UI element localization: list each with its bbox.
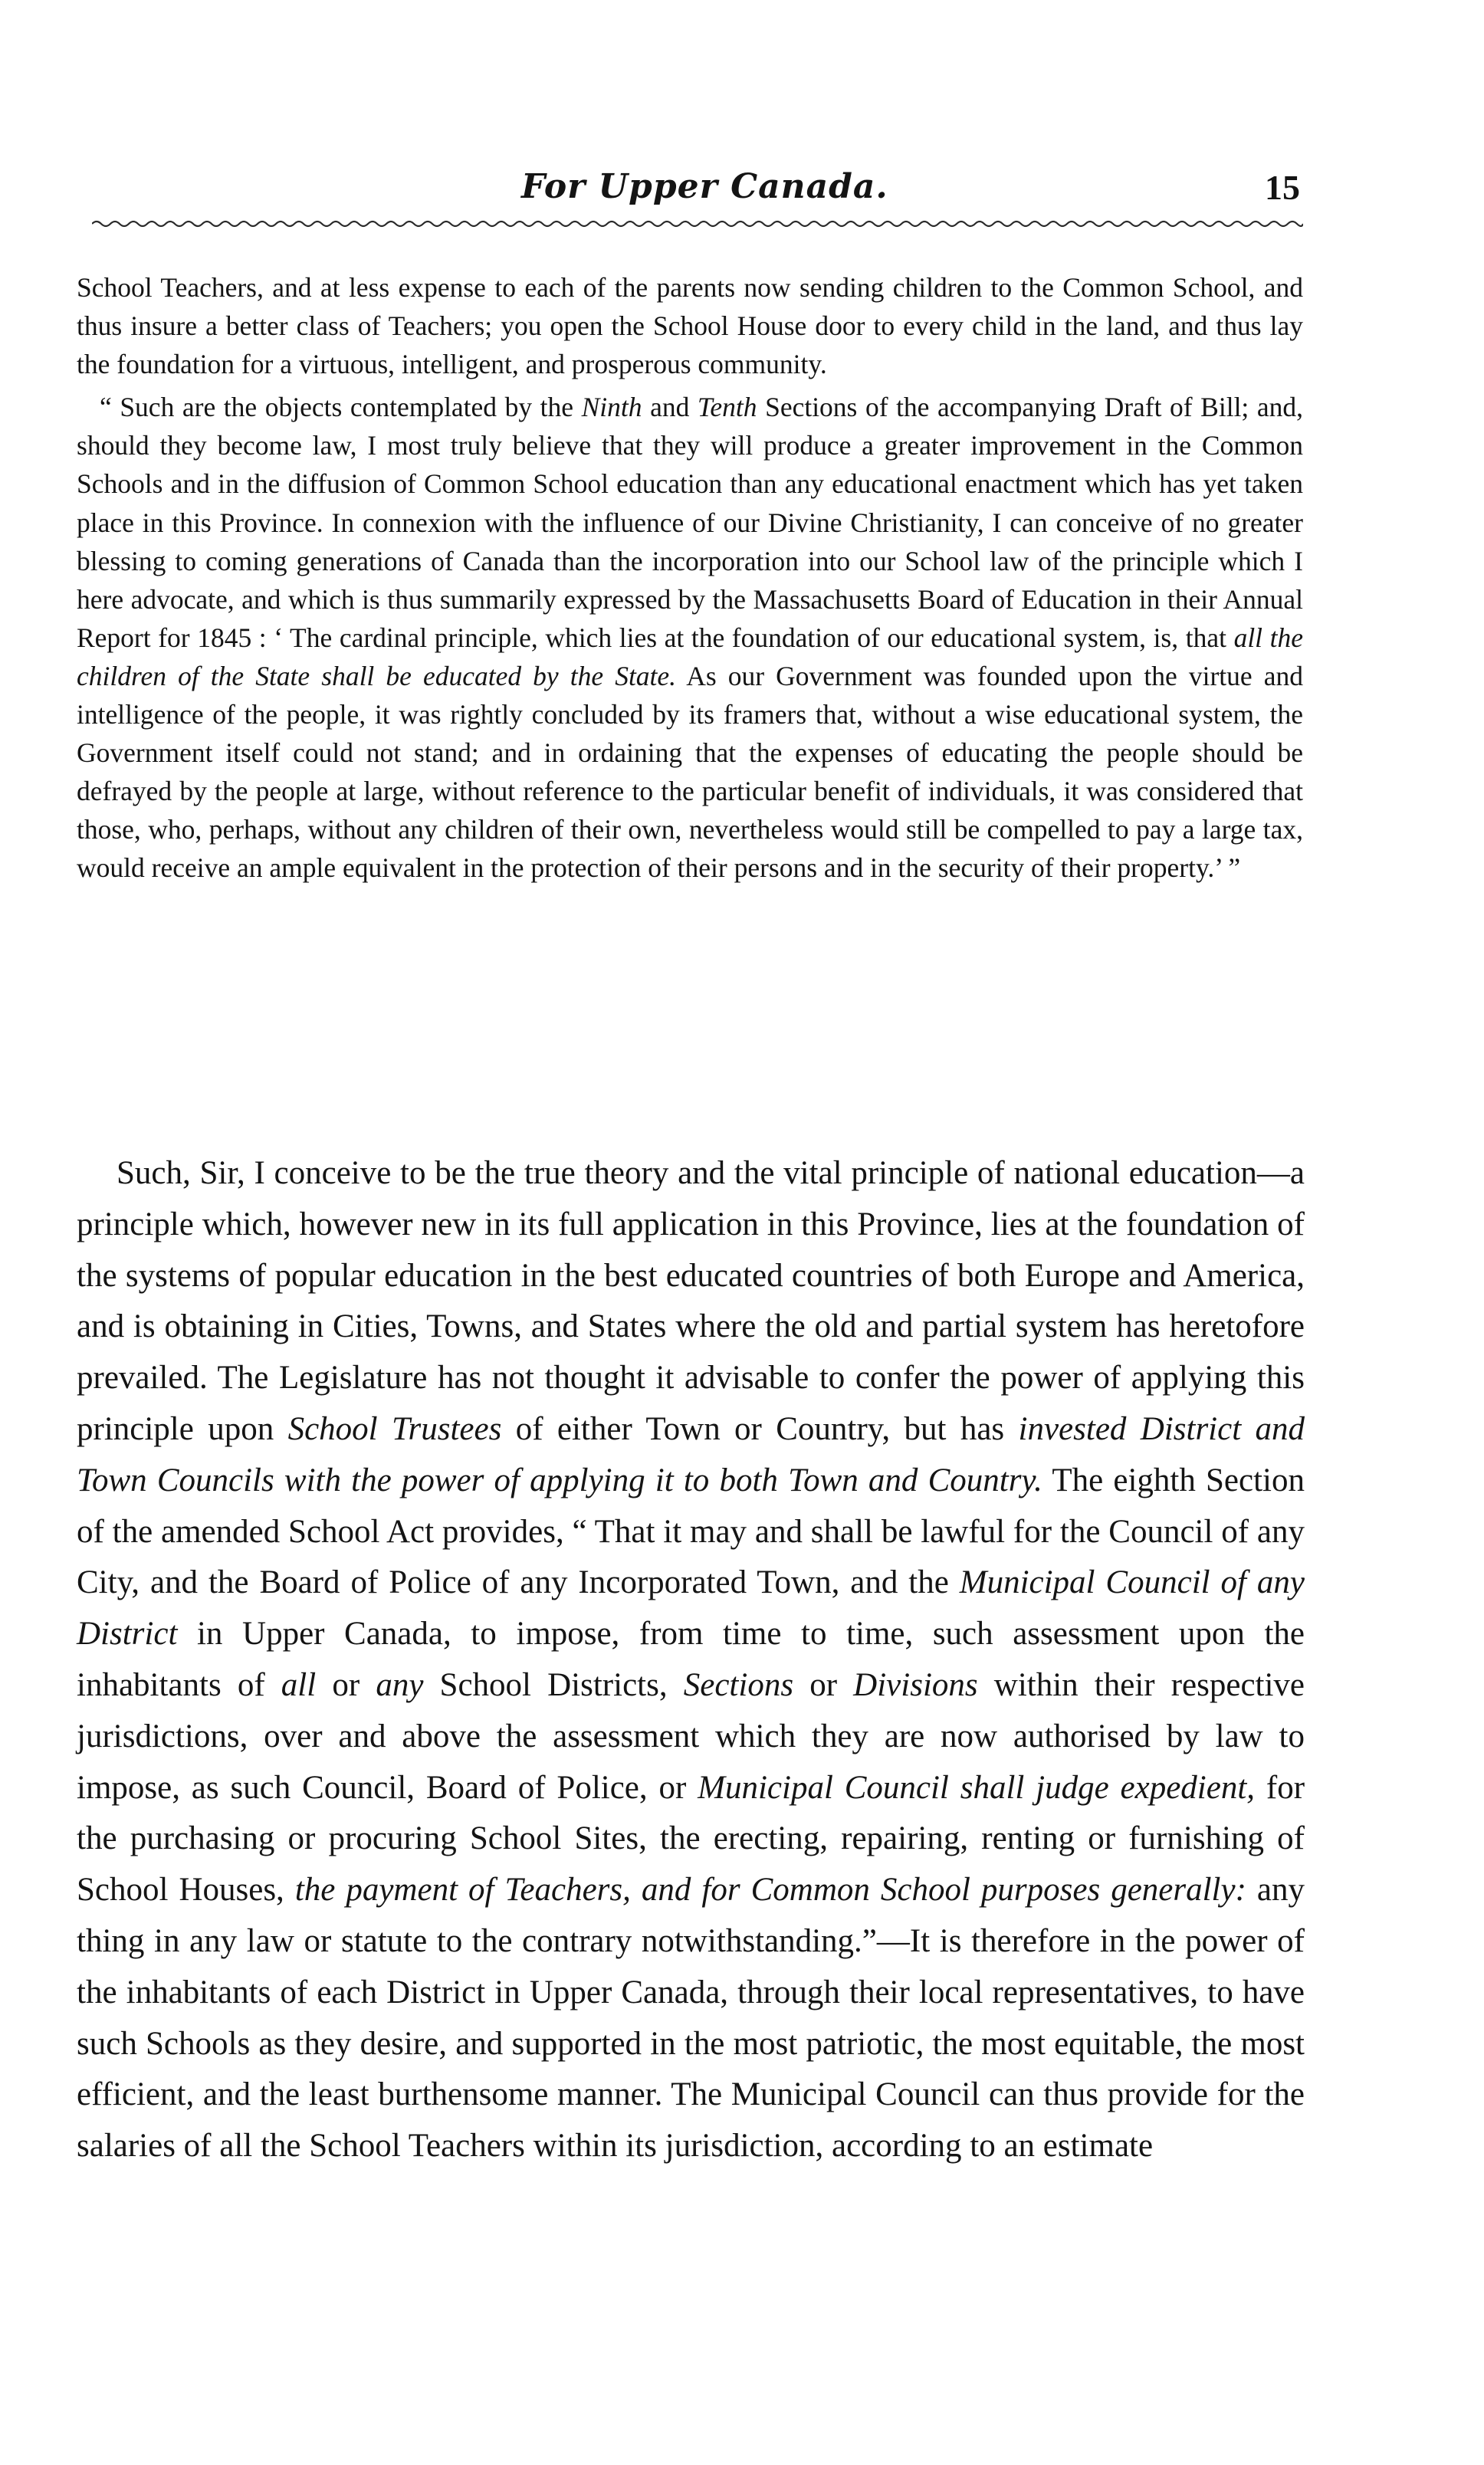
main-text-run: within their respective jurisdictions, over and above the assessment which they are now authorised by law to impose, as such Council, Board of Police, or (77, 1666, 1305, 1806)
main-text-run: or (332, 1666, 360, 1703)
main-text-run: any thing in any law or statute to the contrary notwithstanding.”—It is therefore in the power of the inhabitants of each District in Upper Canada, through their local representatives, to have such Schools as they desire, and supported in the most patriotic, the most equitable, the most efficient, and the least burthensome manner. The Municipal Council can thus provide for the salaries of all the School Teachers within its jurisdiction, according to an estimate (77, 1872, 1305, 2165)
main-text-run: Such, Sir, I conceive to be the true theory and the vital principle of national education—a principle which, however new in its full application in this Province, lies at the foundation of the systems of popular education in the best educated countries of both Europe and America, and is obtaining in Cities, Towns, and States where the old and partial system has heretofore prevailed. The Legislature has not thought it advisable to confer the power of applying this principle upon (77, 1155, 1305, 1447)
main-text-run: The eighth Section of the amended School Act provides, “ That it may and shall be lawful for the Council of any City, and the Board of Police of any Incorporated Town, and the (77, 1462, 1305, 1601)
main-italic-run: all (281, 1666, 317, 1703)
main-italic-run: the payment of Teachers, and for Common School purposes generally: (294, 1872, 1246, 1909)
main-italic-run: invested District and Town Councils with the power of applying it to both Town and Country. (77, 1410, 1305, 1498)
quote-text: and (650, 392, 690, 423)
main-italic-run: Divisions (853, 1666, 978, 1703)
page-number: 15 (1265, 168, 1300, 207)
main-text-run: of either Town or Country, but has (515, 1410, 1005, 1447)
main-italic-run: any (376, 1666, 424, 1703)
main-text-run: for the purchasing or procuring School Sites, the erecting, repairing, renting or furnishing of School Houses, (77, 1769, 1305, 1909)
quote-text: As our Government was founded upon the virtue and intelligence of the people, it was rightly concluded by its framers that, without a wise educational system, the Government itself could not stand; and in ordaining that the expenses of educating the people should be defrayed by the people at large, without reference to the particular benefit of individuals, it was considered that those, who, perhaps, without any children of their own, nevertheless would still be compelled to pay a large tax, would receive an ample equivalent in the protection of their persons and in the security of their property.’ ” (77, 660, 1303, 884)
main-italic-run: Sections (683, 1666, 794, 1703)
main-text-run: in Upper Canada, to impose, from time to time, such assessment upon the inhabitants of (77, 1616, 1305, 1703)
main-italic-run: School Trustees (287, 1410, 502, 1447)
main-paragraph (77, 1148, 1305, 2172)
quote-paragraph-1: School Teachers, and at less expense to each of the parents now sending children to the Common School, and thus insure a better class of Teachers; you open the School House door to every child in the land, and thus lay the foundation for a virtuous, intelligent, and prosperous community. (77, 272, 1303, 380)
running-head-title: For Upper Canada. (521, 167, 888, 206)
quote-italic-tenth: Tenth (697, 392, 757, 423)
quote-italic-ninth: Ninth (581, 392, 642, 423)
main-italic-run: Municipal Council shall judge expedient, (698, 1769, 1256, 1806)
main-text (77, 1148, 1305, 2172)
quote-text: Sections of the accompanying Draft of Bill; and, should they become law, I most truly believe that they will produce a greater improvement in the Common Schools and in the diffusion of Common School education than any educational enactment which has yet taken place in this Province. In connexion with the influence of our Divine Christianity, I can conceive of no greater blessing to coming generations of Canada than the incorporation into our School law of the principle which I here advocate, and which is thus summarily expressed by the Massachusetts Board of Education in their Annual Report for 1845 : ‘ The cardinal principle, which lies at the foundation of our educational system, is, that (77, 392, 1303, 653)
quote-text: “ Such are the objects contemplated by the (100, 392, 574, 423)
main-text-run: School Districts, (439, 1666, 668, 1703)
main-text-run: or (809, 1666, 838, 1703)
wavy-rule-divider (92, 219, 1303, 235)
quote-paragraph-2 (77, 388, 1303, 887)
quoted-passage (77, 268, 1303, 888)
main-italic-run: Municipal Council of any District (77, 1564, 1305, 1653)
quote-italic-principle: all the children of the State shall be educated by the State. (77, 622, 1304, 691)
